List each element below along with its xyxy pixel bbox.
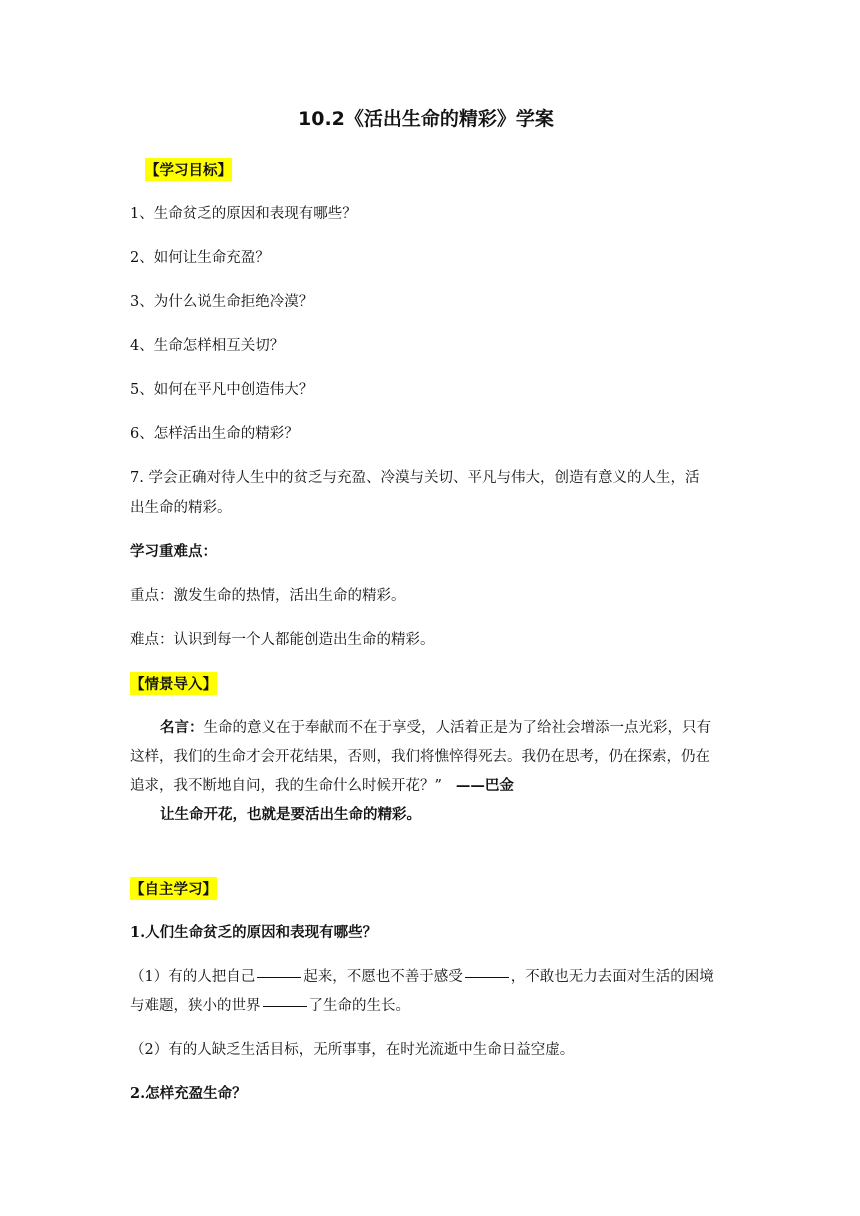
key-point-difficulty: 难点：认识到每一个人都能创造出生命的精彩。 [130, 632, 435, 648]
self-study-question-2: 2.怎样充盈生命？ [130, 1085, 247, 1102]
answer-2: （2）有的人缺乏生活目标，无所事事，在时光流逝中生命日益空虚。 [130, 1042, 575, 1058]
learning-goals-heading: 【学习目标】 [145, 158, 232, 181]
quote-line-3 [130, 774, 514, 795]
goal-item-3: 3、为什么说生命拒绝冷漠？ [130, 294, 314, 310]
goal-item-7-line-1: 7. 学会正确对待人生中的贫乏与充盈、冷漠与关切、平凡与伟大，创造有意义的人生，活 [130, 470, 700, 486]
goal-item-7-line-2: 出生命的精彩。 [130, 500, 232, 516]
key-points-heading: 学习重难点： [130, 543, 217, 560]
goal-item-5: 5、如何在平凡中创造伟大？ [130, 382, 314, 398]
fill-blank-1[interactable] [257, 977, 301, 978]
answer-1-text-a: （1）有的人把自己 [130, 969, 256, 985]
document-title: 10.2《活出生命的精彩》学案 [298, 108, 554, 130]
quote-line-1 [160, 716, 711, 737]
fill-blank-2[interactable] [465, 977, 509, 978]
quote-author: ——巴金 [455, 777, 514, 794]
goal-item-1: 1、生命贫乏的原因和表现有哪些？ [130, 206, 357, 222]
self-study-question-1: 1.人们生命贫乏的原因和表现有哪些？ [130, 924, 378, 941]
goal-item-6: 6、怎样活出生命的精彩？ [130, 426, 299, 442]
answer-1-line-2 [130, 994, 410, 1015]
scenario-intro-heading: 【情景导入】 [130, 672, 217, 695]
quote-text-1: 生命的意义在于奉献而不在于享受，人活着正是为了给社会增添一点光彩，只有 [203, 720, 711, 736]
answer-1-text-d: 与难题，狭小的世界 [130, 998, 261, 1014]
goal-item-4: 4、生命怎样相互关切？ [130, 338, 285, 354]
answer-1-text-e: 了生命的生长。 [308, 998, 410, 1014]
key-point-focus: 重点：激发生命的热情，活出生命的精彩。 [130, 588, 406, 604]
answer-1-text-c: ，不敢也无力去面对生活的困境 [510, 969, 714, 985]
quote-text-3: 追求，我不断地自问，我的生命什么时候开花？” [130, 778, 442, 794]
self-study-heading: 【自主学习】 [130, 877, 217, 900]
answer-1-text-b: 起来，不愿也不善于感受 [303, 969, 463, 985]
goal-item-2: 2、如何让生命充盈？ [130, 250, 270, 266]
quote-line-2: 这样，我们的生命才会开花结果，否则，我们将憔悴得死去。我仍在思考，仍在探索，仍在 [130, 749, 710, 765]
fill-blank-3[interactable] [263, 1006, 307, 1007]
answer-1-line-1 [130, 965, 714, 986]
quote-label: 名言： [160, 719, 204, 736]
intro-conclusion: 让生命开花，也就是要活出生命的精彩。 [160, 806, 421, 823]
